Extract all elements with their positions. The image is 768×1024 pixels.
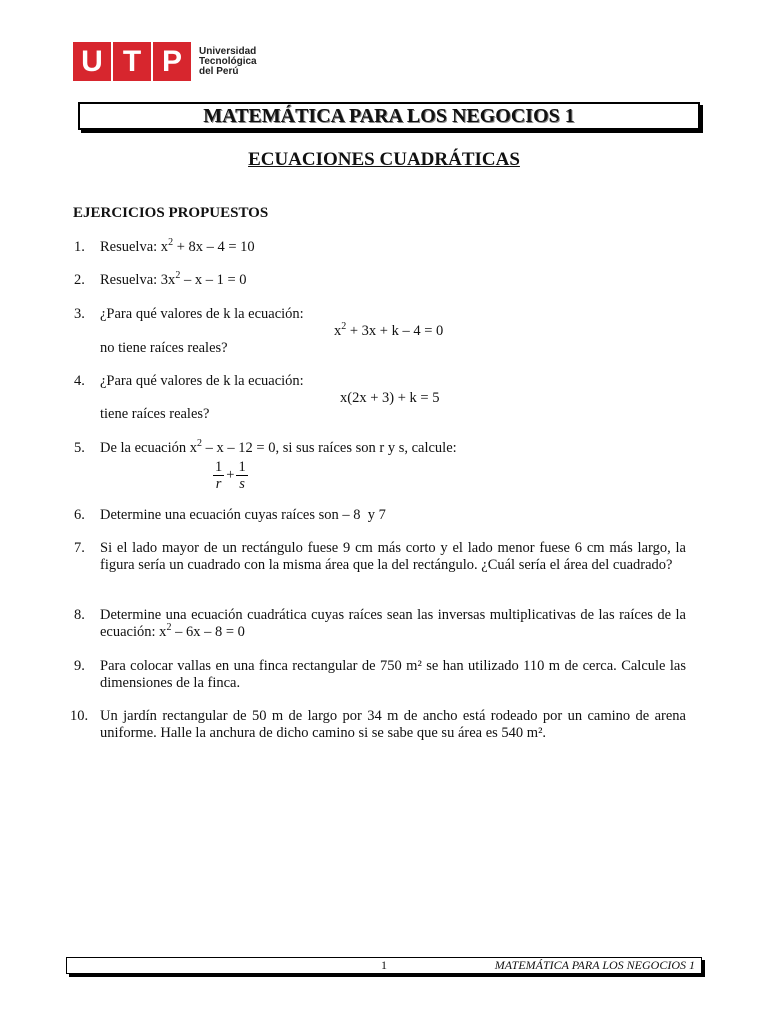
logo-text-line: Tecnológica bbox=[199, 55, 257, 67]
exercise-text: Determine una ecuación cuyas raíces son – 8 y 7 bbox=[100, 507, 386, 523]
fraction-numerator: 1 bbox=[238, 459, 246, 475]
exercise-number: 5. bbox=[74, 440, 85, 456]
exercise-text bbox=[100, 607, 686, 641]
exercise-4-condition: tiene raíces reales? bbox=[100, 406, 210, 422]
text-part: + 3x + k – 4 = 0 bbox=[346, 323, 444, 339]
exercise-2 bbox=[74, 272, 686, 289]
text-part: + 8x – 4 = 10 bbox=[173, 239, 255, 255]
exercise-number: 10. bbox=[70, 708, 89, 724]
text-part: De la ecuación x bbox=[100, 440, 198, 456]
exercise-3-equation bbox=[334, 323, 443, 340]
logo-text-line: del Perú bbox=[199, 65, 239, 77]
exercise-number: 4. bbox=[74, 373, 85, 389]
exercise-1 bbox=[74, 239, 686, 256]
exercise-3 bbox=[74, 306, 686, 323]
exponent: 2 bbox=[175, 270, 181, 281]
exercise-8 bbox=[74, 607, 686, 641]
logo-letters bbox=[73, 42, 191, 81]
exercise-4-equation: x(2x + 3) + k = 5 bbox=[340, 390, 440, 406]
plus-sign: + bbox=[226, 467, 235, 483]
exercise-text bbox=[100, 239, 686, 256]
exercise-number: 8. bbox=[74, 607, 85, 623]
topic-title-text: ECUACIONES CUADRÁTICAS bbox=[248, 149, 520, 170]
page-number: 1 bbox=[381, 958, 387, 972]
course-title-box bbox=[78, 102, 700, 130]
exercise-text: Para colocar vallas en una finca rectangular de 750 m² se han utilizado 110 m de cerca. Calcule las dimensiones de la finca. bbox=[100, 658, 686, 691]
exercise-4 bbox=[74, 373, 686, 390]
exercise-number: 1. bbox=[74, 239, 85, 255]
exponent: 2 bbox=[341, 321, 347, 332]
exercise-text: Si el lado mayor de un rectángulo fuese 9 cm más corto y el lado menor fuese 6 cm más largo, la figura sería un cuadrado con la misma área que la del rectángulo. ¿Cuál sería el área del cuadrado? bbox=[100, 540, 686, 573]
text-part: – x – 1 = 0 bbox=[180, 272, 247, 288]
exercise-text: ¿Para qué valores de k la ecuación: bbox=[100, 373, 304, 389]
logo-letter-u: U bbox=[73, 42, 111, 81]
text-part: – x – 12 = 0, si sus raíces son r y s, calcule: bbox=[202, 440, 457, 456]
exercise-text: Un jardín rectangular de 50 m de largo por 34 m de ancho está rodeado por un camino de arena uniforme. Halle la anchura de dicho camino si se sabe que su área es 540 m². bbox=[100, 708, 686, 741]
fraction-sum-expression bbox=[213, 459, 248, 492]
exercise-10 bbox=[70, 708, 686, 742]
exercise-number: 3. bbox=[74, 306, 85, 322]
exercise-3-condition: no tiene raíces reales? bbox=[100, 340, 228, 356]
exercise-6 bbox=[74, 507, 686, 524]
fraction-1-over-r bbox=[213, 459, 224, 492]
page-footer bbox=[66, 957, 702, 974]
text-part: x bbox=[334, 323, 342, 339]
text-part: Determine una ecuación cuadrática cuyas raíces sean las inversas multiplicativas de las raíces de la ecuación: x bbox=[100, 607, 686, 640]
logo-text-line: Universidad bbox=[199, 45, 257, 57]
topic-title bbox=[0, 149, 768, 171]
fraction-denominator: r bbox=[215, 476, 222, 492]
exercise-number: 7. bbox=[74, 540, 85, 556]
exercise-9 bbox=[74, 658, 686, 692]
section-heading: EJERCICIOS PROPUESTOS bbox=[73, 205, 269, 221]
text-part: – 6x – 8 = 0 bbox=[171, 624, 245, 640]
exercise-number: 6. bbox=[74, 507, 85, 523]
fraction-numerator: 1 bbox=[215, 459, 223, 475]
fraction-denominator: s bbox=[239, 476, 245, 492]
exponent: 2 bbox=[168, 237, 174, 248]
logo-letter-p: P bbox=[153, 42, 191, 81]
exercise-number: 9. bbox=[74, 658, 85, 674]
exponent: 2 bbox=[166, 622, 172, 633]
course-title: MATEMÁTICA PARA LOS NEGOCIOS 1 bbox=[203, 105, 575, 127]
logo-university-name bbox=[199, 47, 257, 77]
exercise-number: 2. bbox=[74, 272, 85, 288]
exercise-text: ¿Para qué valores de k la ecuación: bbox=[100, 306, 304, 322]
fraction-1-over-s bbox=[236, 459, 247, 492]
exercise-text bbox=[100, 272, 686, 289]
footer-course-title: MATEMÁTICA PARA LOS NEGOCIOS 1 bbox=[494, 958, 695, 972]
exercise-7 bbox=[74, 540, 686, 574]
utp-logo bbox=[73, 42, 257, 81]
text-part: Resuelva: 3x bbox=[100, 272, 176, 288]
exercise-5 bbox=[74, 440, 686, 457]
logo-letter-t: T bbox=[113, 42, 151, 81]
text-part: Resuelva: x bbox=[100, 239, 169, 255]
exponent: 2 bbox=[197, 438, 203, 449]
exercise-text bbox=[100, 440, 686, 457]
